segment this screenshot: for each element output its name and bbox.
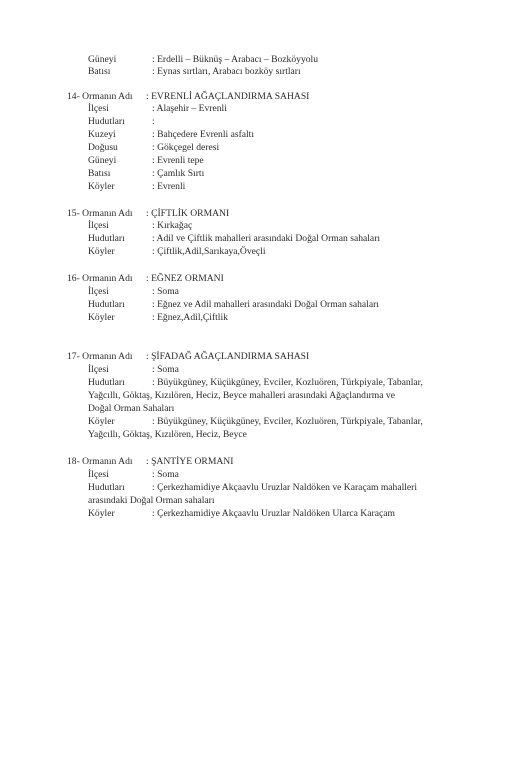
row-value-continued: Yağcıllı, Göktaş, Kızılören, Heciz, Beyce bbox=[88, 429, 247, 440]
section-title: 14- Ormanın Adı bbox=[67, 91, 133, 102]
row-value: : Kırkağaç bbox=[152, 220, 193, 231]
row-label: İlçesi bbox=[88, 103, 109, 114]
section-title: 17- Ormanın Adı bbox=[67, 351, 133, 362]
row-value: : Soma bbox=[152, 364, 179, 375]
forest-name: : ŞANTİYE ORMANI bbox=[146, 456, 234, 467]
row-value: : Çiftlik,Adil,Sarıkaya,Öveçli bbox=[152, 246, 266, 257]
row-label: Batısı bbox=[88, 168, 111, 179]
row-value: : Eğnez,Adil,Çiftlik bbox=[152, 312, 228, 323]
row-label: Hudutları bbox=[88, 233, 125, 244]
row-value: : Eğnez ve Adil mahalleri arasındaki Doğal Orman sahaları bbox=[152, 299, 379, 310]
row-value: : Çerkezhamidiye Akçaavlu Uruzlar Naldöken Ularca Karaçam bbox=[152, 508, 395, 519]
row-value: : Adil ve Çiftlik mahalleri arasındaki Doğal Orman sahaları bbox=[152, 233, 381, 244]
row-label: Batısı bbox=[88, 66, 111, 77]
row-label: İlçesi bbox=[88, 364, 109, 375]
row-label: Köyler bbox=[88, 312, 115, 323]
forest-name: : ŞİFADAĞ AĞAÇLANDIRMA SAHASI bbox=[146, 351, 310, 362]
row-value: : Soma bbox=[152, 469, 179, 480]
row-value: : Eynas sırtları, Arabacı bozköy sırtları bbox=[152, 66, 301, 77]
row-label: Güneyi bbox=[88, 155, 117, 166]
row-value: : Çamlık Sırtı bbox=[152, 168, 205, 179]
row-value-continued: arasındaki Doğal Orman sahaları bbox=[88, 495, 215, 506]
row-value-continued: Doğal Orman Sahaları bbox=[88, 403, 175, 414]
row-value: : Evrenli tepe bbox=[152, 155, 204, 166]
forest-name: : ÇİFTLİK ORMANI bbox=[146, 208, 230, 219]
section-title: 18- Ormanın Adı bbox=[67, 456, 133, 467]
row-label: Köyler bbox=[88, 508, 115, 519]
row-value: : bbox=[152, 116, 155, 127]
row-label: Kuzeyi bbox=[88, 129, 116, 140]
section-title: 15- Ormanın Adı bbox=[67, 208, 133, 219]
row-label: Hudutları bbox=[88, 116, 125, 127]
row-value: : Bahçedere Evrenli asfaltı bbox=[152, 129, 255, 140]
row-value-continued: Yağcıllı, Göktaş, Kızılören, Heciz, Beyce mahalleri arasındaki Ağaçlandırma ve bbox=[88, 390, 395, 401]
row-value: : Erdelli – Büknüş – Arabacı – Bozköyyolu bbox=[152, 54, 319, 65]
row-label: İlçesi bbox=[88, 286, 109, 297]
row-value: : Gökçegel deresi bbox=[152, 142, 220, 153]
row-label: İlçesi bbox=[88, 220, 109, 231]
row-value: : Alaşehir – Evrenli bbox=[152, 103, 227, 114]
row-value: : Çerkezhamidiye Akçaavlu Uruzlar Naldöken ve Karaçam mahalleri bbox=[152, 482, 418, 493]
row-value: : Evrenli bbox=[152, 181, 186, 192]
row-label: Köyler bbox=[88, 246, 115, 257]
row-label: Hudutları bbox=[88, 299, 125, 310]
row-label: Doğusu bbox=[88, 142, 118, 153]
row-label: Köyler bbox=[88, 416, 115, 427]
row-value: : Büyükgüney, Küçükgüney, Evciler, Kozluören, Türkpiyale, Tabanlar, bbox=[152, 416, 423, 427]
row-label: Güneyi bbox=[88, 54, 117, 65]
row-value: : Büyükgüney, Küçükgüney, Evciler, Kozluören, Türkpiyale, Tabanlar, bbox=[152, 377, 423, 388]
row-label: Hudutları bbox=[88, 482, 125, 493]
row-label: Köyler bbox=[88, 181, 115, 192]
row-value: : Soma bbox=[152, 286, 179, 297]
row-label: Hudutları bbox=[88, 377, 125, 388]
section-title: 16- Ormanın Adı bbox=[67, 273, 133, 284]
forest-name: : EVRENLİ AĞAÇLANDIRMA SAHASI bbox=[146, 91, 310, 102]
forest-name: : EĞNEZ ORMANI bbox=[146, 273, 224, 284]
row-label: İlçesi bbox=[88, 469, 109, 480]
